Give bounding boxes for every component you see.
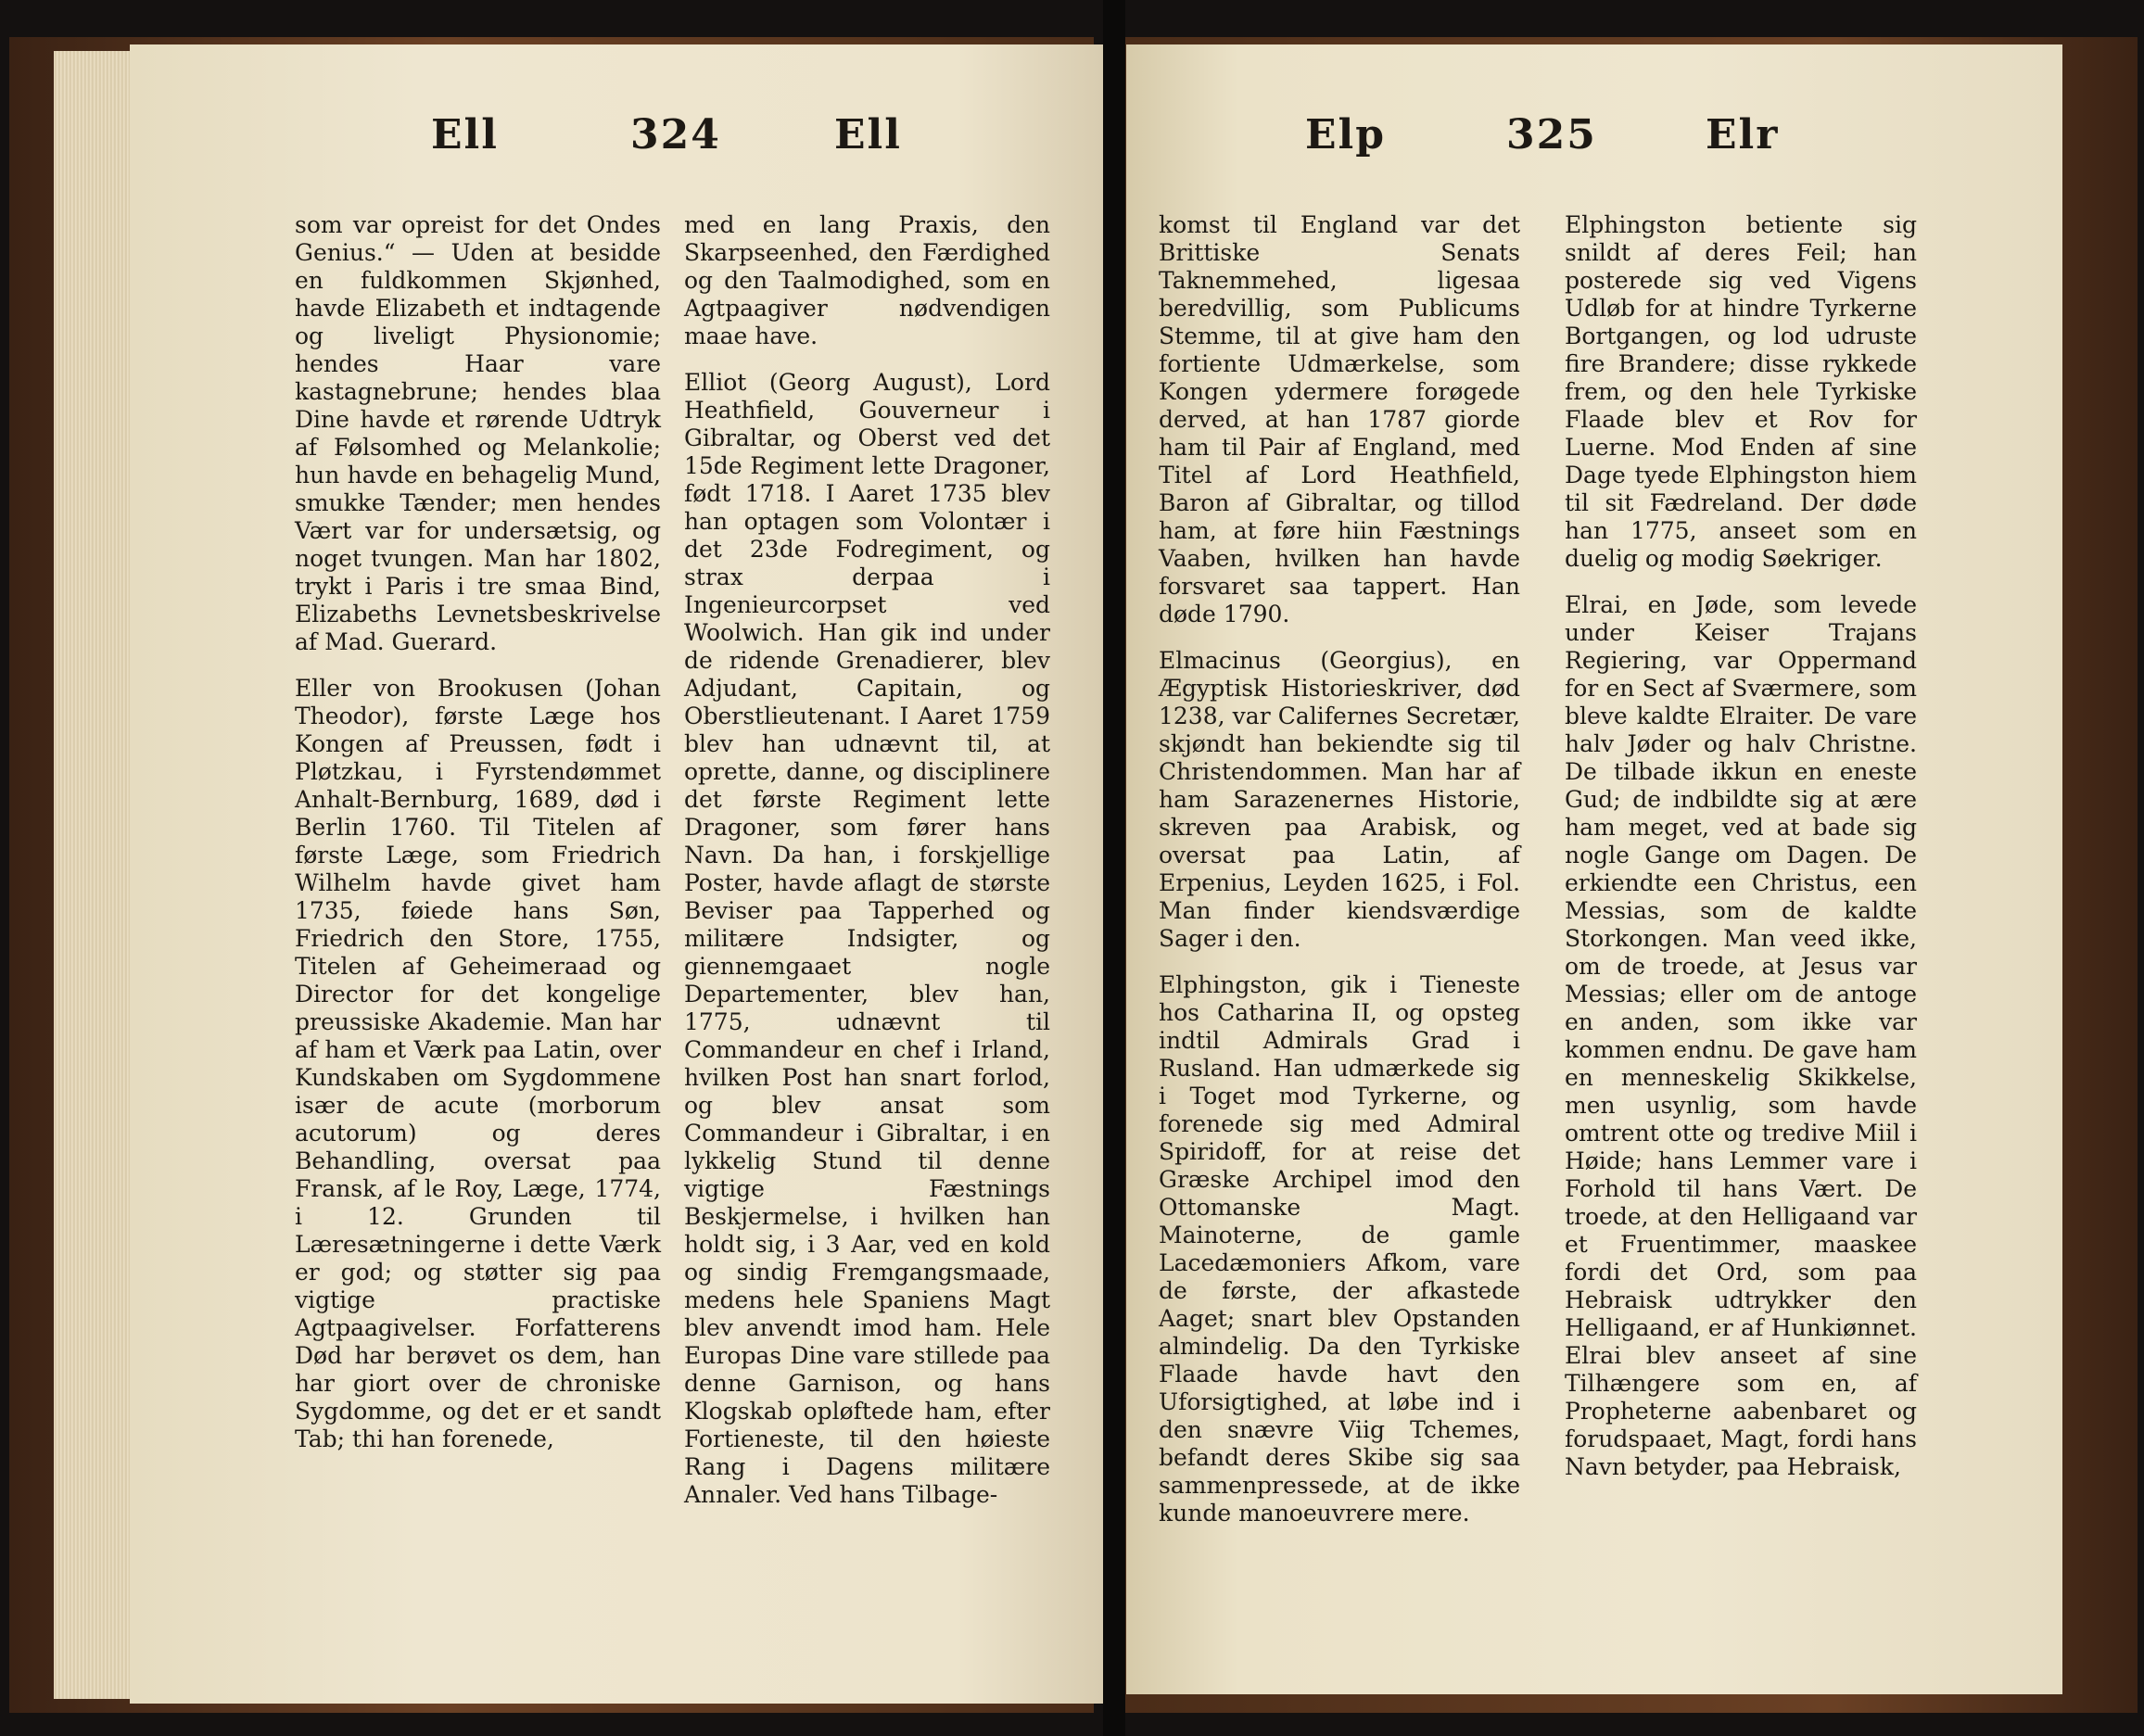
- right-page-number: 325: [1506, 111, 1597, 158]
- left-header-guide-word-right: Ell: [834, 111, 902, 158]
- right-page-header: [0, 111, 2144, 185]
- right-page-column-1: [1159, 211, 1520, 1527]
- right-page-column-2: [1565, 211, 1917, 1481]
- right-header-guide-word-right: Elr: [1706, 111, 1780, 158]
- book-gutter: [1103, 0, 1125, 1736]
- left-page-number: 324: [630, 111, 721, 158]
- right-header-guide-word-left: Elp: [1305, 111, 1387, 158]
- entry-elmacinus: Elmacinus (Georgius), en Ægyptisk Historieskriver, død 1238, var Califernes Secretær, skjøndt han bekiendte sig til Christendommen. Man har af ham Sarazenernes Historie, skreven paa Arabisk, og oversat paa Latin, af Erpenius, Leyden 1625, i Fol. Man finder kiendsværdige Sager i den.: [1159, 647, 1520, 952]
- entry-elphingston: Elphingston, gik i Tieneste hos Catharina II, og opsteg indtil Admirals Grad i Rusland. Han udmærkede sig i Toget mod Tyrkerne, og forenede sig med Admiral Spiridoff, for at reise det Græske Archipel imod den Ottomanske Magt. Mainoterne, de gamle Lacedæmoniers Afkom, vare de første, der afkastede Aaget; snart blev Opstanden almindelig. Da den Tyrkiske Flaade havde havt den Uforsigtighed, at løbe ind i den snævre Viig Tchemes, befandt deres Skibe sig saa sammenpressede, at de ikke kunde manoeuvrere mere.: [1159, 971, 1520, 1527]
- text-continuation: med en lang Praxis, den Skarpseenhed, den Færdighed og den Taalmodighed, som en Agtpaagiver nødvendigen maae have.: [684, 211, 1050, 349]
- entry-elrai: Elrai, en Jøde, som levede under Keiser Trajans Regiering, var Oppermand for en Sect af Sværmere, som bleve kaldte Elraiter. De vare halv Jøder og halv Christne. De tilbade ikkun en eneste Gud; de indbildte sig at ære ham meget, ved at bade sig nogle Gange om Dagen. De erkiendte een Christus, een Messias, som de kaldte Storkongen. Man veed ikke, om de troede, at Jesus var Messias; eller om de antoge en anden, som ikke var kommen endnu. De gave ham en menneskelig Skikkelse, men usynlig, som havde omtrent otte og tredive Miil i Høide; hans Lemmer vare i Forhold til hans Vært. De troede, at den Helligaand var et Fruentimmer, maaskee fordi det Ord, som paa Hebraisk udtrykker den Helligaand, er af Hunkiønnet. Elrai blev anseet af sine Tilhængere som en, af Propheterne aabenbaret og forudspaaet, Magt, fordi hans Navn betyder, paa Hebraisk,: [1565, 591, 1917, 1480]
- text-continuation: komst til England var det Brittiske Senats Taknemmehed, ligesaa beredvillig, som Publicums Stemme, til at give ham den fortiente Udmærkelse, som Kongen ydermere forøgede derved, at han 1787 giorde ham til Pair af England, med Titel af Lord Heathfield, Baron af Gibraltar, og tillod ham, at føre hiin Fæstnings Vaaben, hvilken han havde forsvaret saa tappert. Han døde 1790.: [1159, 211, 1520, 627]
- text-continuation: som var opreist for det Ondes Genius.“ — Uden at besidde en fuldkommen Skjønhed, havde Elizabeth et indtagende og liveligt Physionomie; hendes Haar vare kastagnebrune; hendes blaa Dine havde et rørende Udtryk af Følsomhed og Melankolie; hun havde en behagelig Mund, smukke Tænder; men hendes Vært var for undersætsig, og noget tvungen. Man har 1802, trykt i Paris i tre smaa Bind, Elizabeths Levnetsbeskrivelse af Mad. Guerard.: [295, 211, 661, 655]
- entry-elliot: Elliot (Georg August), Lord Heathfield, Gouverneur i Gibraltar, og Oberst ved det 15de Regiment lette Dragoner, født 1718. I Aaret 1735 blev han optagen som Volontær i det 23de Fodregiment, og strax derpaa i Ingenieurcorpset ved Woolwich. Han gik ind under de ridende Grenadierer, blev Adjudant, Capitain, og Oberstlieutenant. I Aaret 1759 blev han udnævnt til, at oprette, danne, og disciplinere det første Regiment lette Dragoner, som fører hans Navn. Da han, i forskjellige Poster, havde aflagt de største Beviser paa Tapperhed og militære Indsigter, og giennemgaaet nogle Departementer, blev han, 1775, udnævnt til Commandeur en chef i Irland, hvilken Post han snart forlod, og blev ansat som Commandeur i Gibraltar, i en lykkelig Stund til denne vigtige Fæstnings Beskjermelse, i hvilken han holdt sig, i 3 Aar, ved en kold og sindig Fremgangsmaade, medens hele Spaniens Magt blev anvendt imod ham. Hele Europas Dine vare stillede paa denne Garnison, og hans Klogskab opløftede ham, efter Fortieneste, til den høieste Rang i Dagens militære Annaler. Ved hans Tilbage-: [684, 369, 1050, 1508]
- left-page-column-2: [684, 211, 1050, 1509]
- left-page-column-1: [295, 211, 661, 1453]
- entry-eller-von-brookusen: Eller von Brookusen (Johan Theodor), første Læge hos Kongen af Preussen, født i Pløtzkau, i Fyrstendømmet Anhalt-Bernburg, 1689, død i Berlin 1760. Til Titelen af første Læge, som Friedrich Wilhelm havde givet ham 1735, føiede hans Søn, Friedrich den Store, 1755, Titelen af Geheimeraad og Director for det kongelige preussiske Akademie. Man har af ham et Værk paa Latin, over Kundskaben om Sygdommene især de acute (morborum acutorum) og deres Behandling, oversat paa Fransk, af le Roy, Læge, 1774, i 12. Grunden til Læresætningerne i dette Værk er god; og støtter sig paa vigtige practiske Agtpaagivelser. Forfatterens Død har berøvet os dem, han har giort over de chroniske Sygdomme, og det er et sandt Tab; thi han forenede,: [295, 675, 661, 1452]
- page-edges: [54, 51, 137, 1699]
- left-header-guide-word-left: Ell: [431, 111, 499, 158]
- text-continuation: Elphingston betiente sig snildt af deres Feil; han posterede sig ved Vigens Udløb for at hindre Tyrkerne Bortgangen, og lod udruste fire Brandere; disse rykkede frem, og den hele Tyrkiske Flaade blev et Rov for Luerne. Mod Enden af sine Dage tyede Elphingston hiem til sit Fædreland. Der døde han 1775, anseet som en duelig og modig Søekriger.: [1565, 211, 1917, 572]
